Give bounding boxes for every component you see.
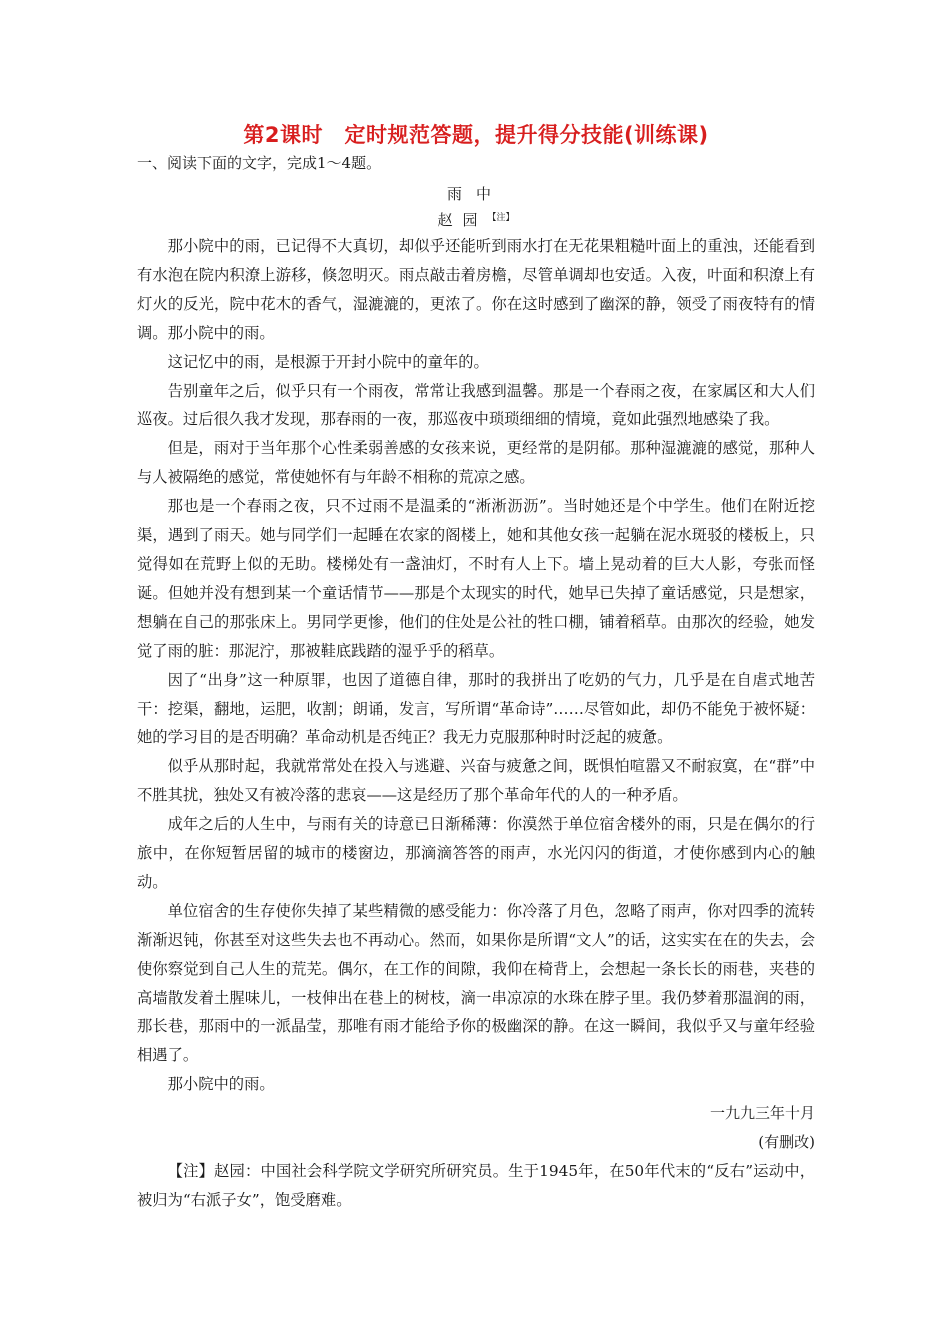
author-name: 赵园 (437, 211, 488, 229)
lesson-title: 第2课时 定时规范答题，提升得分技能(训练课) (243, 123, 709, 147)
paragraph: 那小院中的雨。 (167, 1075, 275, 1094)
paragraph: 成年之后的人生中，与雨有关的诗意已日渐稀薄：你漠然于单位宿舍楼外的雨，只是在偶尔的行旅中，在你短暂居留的城市的楼窗边，那滴滴答答的雨声，水光闪闪的街道，才使你感到内心的触动。 (137, 815, 815, 891)
paragraph: 那小院中的雨，已记得不大真切，却似乎还能听到雨水打在无花果粗糙叶面上的重浊，还能看到有水泡在院内积潦上游移，倏忽明灭。雨点敲击着房檐，尽管单调却也安适。入夜，叶面和积潦上有灯火的反光，院中花木的香气，湿漉漉的，更浓了。你在这时感到了幽深的静，领受了雨夜特有的情调。那小院中的雨。 (137, 237, 815, 342)
edit-note: (有删改) (758, 1133, 815, 1152)
story-title: 雨中 (446, 185, 505, 203)
paragraph: 似乎从那时起，我就常常处在投入与逃避、兴奋与疲惫之间，既惧怕喧嚣又不耐寂寞，在“群”中不胜其扰，独处又有被冷落的悲哀——这是经历了那个革命年代的人的一种矛盾。 (137, 757, 815, 805)
story-author (137, 208, 815, 232)
story-body (137, 232, 815, 1099)
author-note-mark: 【注】 (487, 213, 515, 223)
paragraph: 这记忆中的雨，是根源于开封小院中的童年的。 (167, 352, 489, 371)
paragraph: 告别童年之后，似乎只有一个雨夜，常常让我感到温馨。那是一个春雨之夜，在家属区和大人们巡夜。过后很久我才发现，那春雨的一夜，那巡夜中琐琐细细的情境，竟如此强烈地感染了我。 (137, 381, 815, 429)
document-page (137, 120, 815, 1215)
story-date: 一九九三年十月 (709, 1104, 815, 1123)
paragraph: 因了“出身”这一种原罪，也因了道德自律，那时的我拼出了吃奶的气力，几乎是在自虐式地苦干：挖渠，翻地，运肥，收割；朗诵，发言，写所谓“革命诗”……尽管如此，却仍不能免于被怀疑：她的学习目的是否明确？革命动机是否纯正？我无力克服那种时时泛起的疲惫。 (137, 670, 815, 747)
question-instruction: 一、阅读下面的文字，完成1～4题。 (137, 154, 382, 172)
paragraph: 那也是一个春雨之夜，只不过雨不是温柔的“淅淅沥沥”。当时她还是个中学生。他们在附近挖渠，遇到了雨天。她与同学们一起睡在农家的阁楼上，她和其他女孩一起躺在泥水斑驳的楼板上，只觉得如在荒野上似的无助。楼梯处有一盏油灯，不时有人上下。墙上晃动着的巨大人影，夸张而怪诞。但她并没有想到某一个童话情节——那是个太现实的时代，她早已失掉了童话感觉，只是想家，想躺在自己的那张床上。男同学更惨，他们的住处是公社的牲口棚，铺着稻草。由那次的经验，她发觉了雨的脏：那泥泞，那被鞋底践踏的湿乎乎的稻草。 (137, 497, 815, 660)
author-footnote: 【注】赵园：中国社会科学院文学研究所研究员。生于1945年，在50年代末的“反右”运动中，被归为“右派子女”，饱受磨难。 (137, 1162, 815, 1209)
paragraph: 单位宿舍的生存使你失掉了某些精微的感受能力：你冷落了月色，忽略了雨声，你对四季的流转渐渐迟钝，你甚至对这些失去也不再动心。然而，如果你是所谓“文人”的话，这实实在在的失去，会使你察觉到自己人生的荒芜。偶尔，在工作的间隙，我仰在椅背上，会想起一条长长的雨巷，夹巷的高墙散发着土腥味儿，一枝伸出在巷上的树枝，滴一串凉凉的水珠在脖子里。我仍梦着那温润的雨，那长巷，那雨中的一派晶莹，那唯有雨才能给予你的极幽深的静。在这一瞬间，我似乎又与童年经验相遇了。 (137, 901, 815, 1065)
paragraph: 但是，雨对于当年那个心性柔弱善感的女孩来说，更经常的是阴郁。那种湿漉漉的感觉，那种人与人被隔绝的感觉，常使她怀有与年龄不相称的荒凉之感。 (137, 439, 815, 487)
